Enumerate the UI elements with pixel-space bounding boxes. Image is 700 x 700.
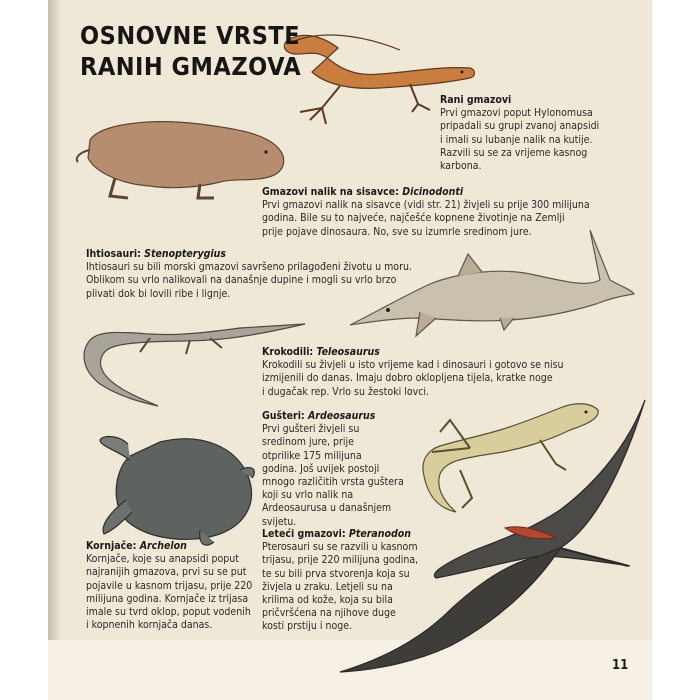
section-line: i dugačak rep. Vrlo su žestoki lovci. <box>262 385 430 398</box>
archelon-turtle-illustration <box>100 437 254 546</box>
section-line: Pterosauri su se razvili u kasnom <box>262 541 418 554</box>
section-line: te su bili prva stvorenja koja su <box>262 567 410 580</box>
section-line: godina. Još uvijek postoji <box>262 462 380 475</box>
section-line: Ardeosaurusa u današnjem <box>262 502 392 515</box>
section-line: pripadali su grupi zvanoj anapsidi <box>440 120 600 133</box>
ardeosaurus-illustration <box>423 404 598 512</box>
title-line-2: RANIH GMAZOVA <box>80 52 302 81</box>
section-ihtiosauri <box>86 248 412 301</box>
section-line: Krokodili su živjeli u isto vrijeme kad i dinosauri i gotovo se nisu <box>262 359 564 372</box>
section-line: karbona. <box>440 160 482 173</box>
page-number: 11 <box>612 658 629 673</box>
section-line: imale su tvrd oklop, poput vodenih <box>86 606 251 619</box>
page-title <box>80 20 301 82</box>
section-krokodili <box>262 346 564 399</box>
section-line: Prvi gušteri živjeli su <box>262 423 360 436</box>
section-line: najranijih gmazova, prvi su se put <box>86 566 247 579</box>
title-line-1: OSNOVNE VRSTE <box>80 21 301 50</box>
section-gusteri <box>262 410 404 529</box>
section-line: Oblikom su vrlo nalikovali na današnje dupine i mogli su vrlo brzo <box>86 274 397 287</box>
section-line: mnogo različitih vrsta guštera <box>262 476 404 489</box>
section-line: Prvi gmazovi poput Hylonomusa <box>440 107 593 120</box>
section-line: Kornjače, koje su anapsidi poput <box>86 553 239 566</box>
section-line: izmijenili do danas. Imaju dobro okloplјena tijela, kratke noge <box>262 372 553 385</box>
section-line: sredinom jure, prije <box>262 436 354 449</box>
section-line: Ihtiosauri su bili morski gmazovi savršeno prilagođeni životu u moru. <box>86 261 412 274</box>
section-line: svijetu. <box>262 515 297 528</box>
section-heading: Gmazovi nalik na sisavce: Dicinodonti <box>262 186 464 198</box>
section-line: krilima od kože, koja su bila <box>262 594 393 607</box>
section-line: i kopnenih kornjača danas. <box>86 619 213 632</box>
section-kornjace <box>86 540 252 632</box>
section-heading: Ihtiosauri: Stenopterygius <box>86 248 226 260</box>
section-heading: Krokodili: Teleosaurus <box>262 346 380 358</box>
section-line: plivati dok bi lovili ribe i lignje. <box>86 287 231 300</box>
section-line: kosti prstiju i noge. <box>262 620 353 633</box>
section-line: godina. Bile su to najveće, najčešće kopnene životinje na Zemlji <box>262 212 565 225</box>
section-heading: Gušteri: Ardeosaurus <box>262 410 376 422</box>
section-dicinodonti <box>262 186 590 239</box>
section-line: milijuna godina. Kornjače iz trijasa <box>86 592 249 605</box>
section-rani-gmazovi <box>440 94 599 173</box>
section-line: Prvi gmazovi nalik na sisavce (vidi str. 21) živjeli su prije 300 milijuna <box>262 199 590 212</box>
section-line: trijasu, prije 220 milijuna godina, <box>262 554 419 567</box>
section-line: prije pojave dinosaura. No, sve su izumrle sredinom jure. <box>262 225 532 238</box>
section-line: živjela u zraku. Letjeli su na <box>262 580 393 593</box>
section-line: pričvršćena na njihove duge <box>262 607 396 620</box>
section-heading: Rani gmazovi <box>440 94 512 106</box>
section-line: koji su vrlo nalik na <box>262 489 354 502</box>
section-heading: Kornjače: Archelon <box>86 540 187 552</box>
section-line: Razvili su se za vrijeme kasnog <box>440 146 588 159</box>
section-line: otprilike 175 milijuna <box>262 449 362 462</box>
section-line: pojavile u kasnom trijasu, prije 220 <box>86 579 253 592</box>
section-line: i imali su lubanje nalik na kutije. <box>440 133 593 146</box>
section-heading: Leteći gmazovi: Pteranodon <box>262 528 411 540</box>
dicynodont-illustration <box>77 122 284 198</box>
section-leteci-gmazovi <box>262 528 418 634</box>
